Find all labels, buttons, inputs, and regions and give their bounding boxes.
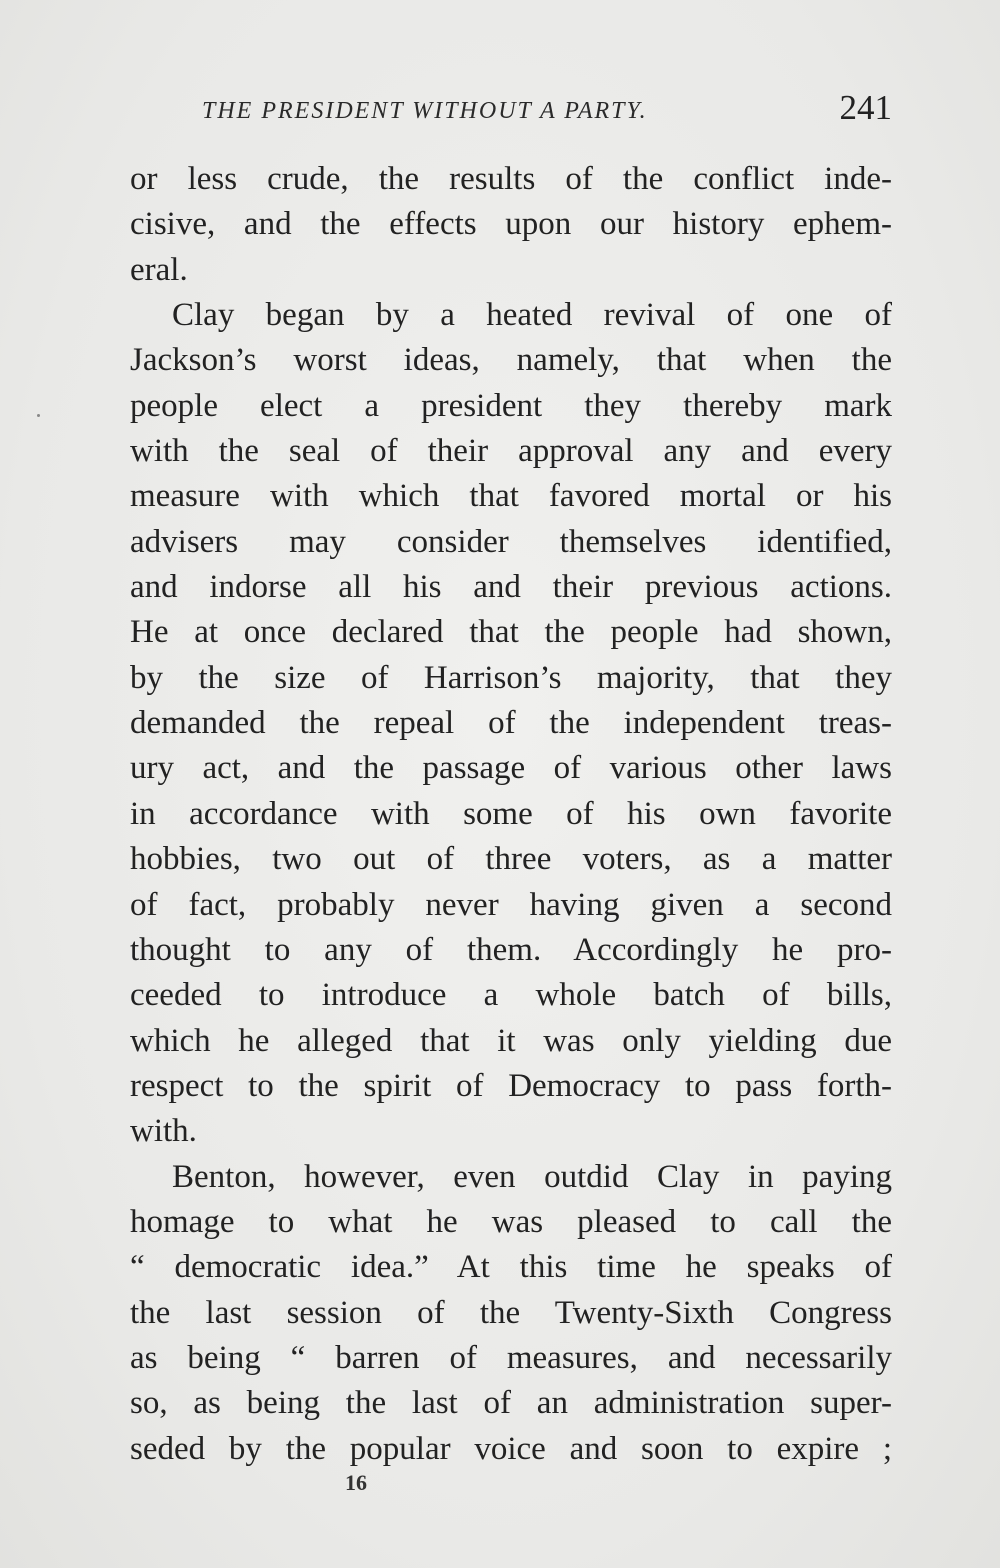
text-line: demanded the repeal of the independent treas-: [130, 705, 892, 742]
text-line: advisers may consider themselves identified,: [130, 523, 892, 560]
text-line: with.: [130, 1113, 197, 1150]
text-line: or less crude, the results of the conflict inde-: [130, 161, 892, 197]
text-line: “ democratic idea.” At this time he speaks of: [130, 1249, 892, 1286]
text-line: people elect a president they thereby mark: [130, 387, 892, 424]
text-line: in accordance with some of his own favorite: [130, 795, 892, 832]
text-line: as being “ barren of measures, and necessarily: [130, 1339, 892, 1376]
text-line: by the size of Harrison’s majority, that they: [130, 659, 892, 696]
page-number: 241: [839, 88, 892, 127]
text-line: with the seal of their approval any and every: [130, 433, 892, 470]
margin-speck: [37, 414, 40, 417]
text-line: thought to any of them. Accordingly he pro-: [130, 931, 892, 968]
text-line: He at once declared that the people had shown,: [130, 614, 892, 651]
text-line: and indorse all his and their previous actions.: [130, 569, 892, 606]
text-line: measure with which that favored mortal or his: [130, 478, 892, 515]
text-line: cisive, and the effects upon our history ephem-: [130, 206, 892, 243]
text-line: homage to what he was pleased to call the: [130, 1203, 892, 1240]
signature-mark: 16: [345, 1470, 367, 1495]
running-head: [130, 88, 892, 128]
text-line: ury act, and the passage of various other laws: [130, 750, 892, 787]
text-line: Clay began by a heated revival of one of: [172, 297, 892, 334]
text-line: the last session of the Twenty-Sixth Congress: [130, 1294, 892, 1331]
text-line: Benton, however, even outdid Clay in paying: [172, 1158, 892, 1195]
text-line: eral.: [130, 251, 188, 288]
text-line: ceeded to introduce a whole batch of bills,: [130, 977, 892, 1014]
running-title: THE PRESIDENT WITHOUT A PARTY.: [202, 98, 648, 124]
text-line: which he alleged that it was only yielding due: [130, 1022, 892, 1059]
body-text: [130, 157, 892, 1472]
text-line: seded by the popular voice and soon to expire ;: [130, 1430, 892, 1467]
text-line: so, as being the last of an administration super-: [130, 1385, 892, 1422]
text-line: hobbies, two out of three voters, as a matter: [130, 841, 892, 878]
text-line: respect to the spirit of Democracy to pass forth-: [130, 1067, 892, 1104]
text-line: Jackson’s worst ideas, namely, that when the: [130, 342, 892, 379]
text-line: of fact, probably never having given a second: [130, 886, 892, 923]
